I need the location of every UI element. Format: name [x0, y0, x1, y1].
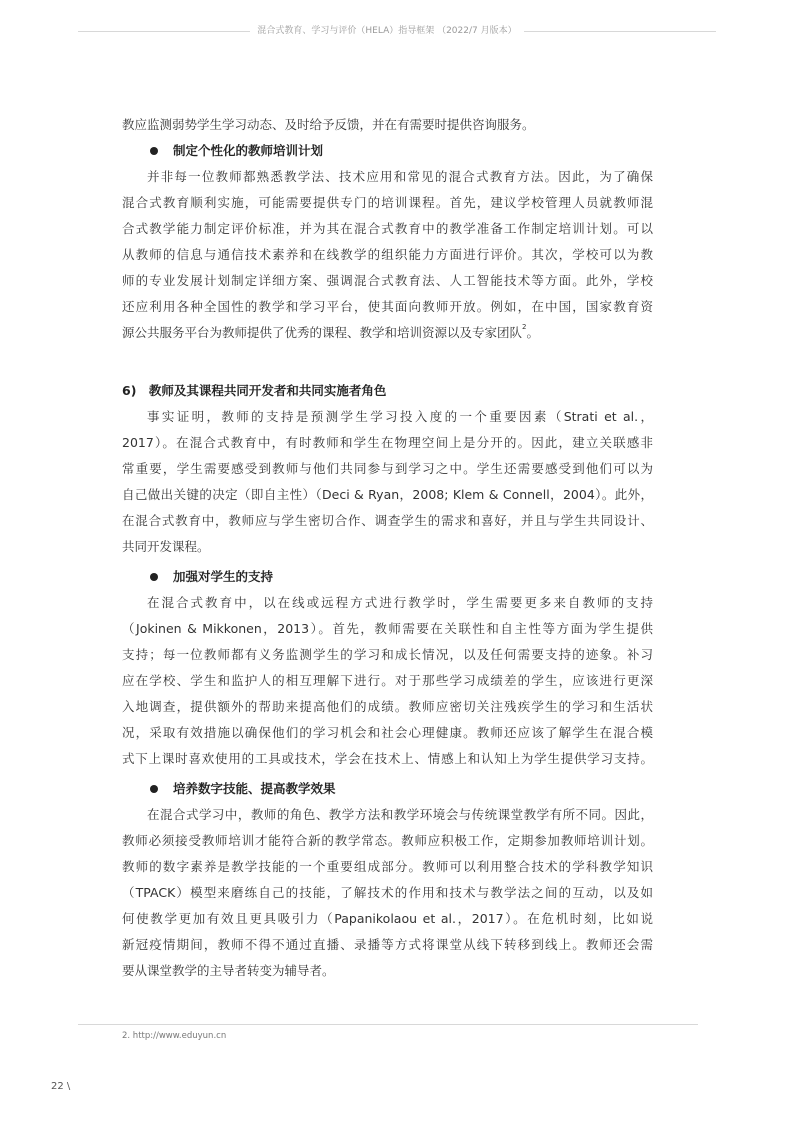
intro-paragraph: 教应监测弱势学生学习动态、及时给予反馈，并在有需要时提供咨询服务。 [122, 117, 535, 132]
text-line: 支持；每一位教师都有义务监测学生的学习和成长情况，以及任何需要支持的迹象。补习 [122, 647, 653, 662]
text-line: 师的专业发展计划制定详细方案、强调混合式教育法、人工智能技术等方面。此外，学校 [122, 273, 653, 288]
text-line-content: 源公共服务平台为教师提供了优秀的课程、教学和培训资源以及专家团队 [122, 325, 523, 340]
page-number: 22 \ [51, 1081, 71, 1092]
bullet-heading-digital-skills [150, 778, 336, 799]
text-line-end: 。 [526, 325, 539, 340]
text-line: 教师必须接受教师培训才能符合新的教学常态。教师应积极工作，定期参加教师培训计划。 [122, 833, 653, 848]
text-line: 常重要，学生需要感受到教师与他们共同参与到学习之中。学生还需要感受到他们可以为 [122, 461, 653, 476]
text-line: 从教师的信息与通信技术素养和在线教学的组织能力方面进行评价。其次，学校可以为教 [122, 247, 653, 262]
text-line: 在混合式学习中，教师的角色、教学方法和教学环境会与传统课堂教学有所不同。因此， [147, 807, 653, 822]
text-line: （Jokinen & Mikkonen，2013）。首先，教师需要在关联性和自主性等方面为学生提供 [122, 621, 653, 636]
text-line: 自己做出关键的决定（即自主性）（Deci & Ryan，2008; Klem & Connell，2004）。此外， [122, 487, 653, 502]
text-line: 在混合式教育中，以在线或远程方式进行教学时，学生需要更多来自教师的支持 [147, 595, 653, 610]
text-line: 新冠疫情期间，教师不得不通过直播、录播等方式将课堂从线下转移到线上。教师还会需 [122, 937, 653, 952]
text-line: 在混合式教育中，教师应与学生密切合作、调查学生的需求和喜好，并且与学生共同设计、 [122, 513, 653, 528]
text-line: 入地调查，提供额外的帮助来提高他们的成绩。教师应密切关注残疾学生的学习和生活状 [122, 699, 653, 714]
section-heading-6: 6) 教师及其课程共同开发者和共同实施者角色 [122, 383, 387, 398]
text-line: 混合式教育顺利实施，可能需要提供专门的培训课程。首先，建议学校管理人员就教师混 [122, 195, 653, 210]
footnote-rule [78, 1024, 698, 1025]
footnote: 2. http://www.eduyun.cn [122, 1031, 227, 1041]
text-line: 合式教学能力制定评价标准，并为其在混合式教育中的教学准备工作制定培训计划。可以 [122, 221, 653, 236]
header-rule-right [524, 31, 716, 32]
bullet-dot-icon [150, 785, 158, 793]
text-line [122, 322, 653, 343]
bullet-title: 加强对学生的支持 [173, 569, 274, 584]
text-line: 式下上课时喜欢使用的工具或技术，学会在技术上、情感上和认知上为学生提供学习支持。 [122, 751, 653, 766]
footnote-ref[interactable]: 2 [522, 323, 527, 331]
running-header: 混合式教育、学习与评价（HELA）指导框架 （2022/7 月版本） [257, 26, 517, 36]
text-line: 并非每一位教师都熟悉教学法、技术应用和常见的混合式教育方法。因此，为了确保 [147, 169, 653, 184]
text-line: 况，采取有效措施以确保他们的学习机会和社会心理健康。教师还应该了解学生在混合模 [122, 725, 653, 740]
text-line: 要从课堂教学的主导者转变为辅导者。 [122, 963, 335, 978]
bullet-title: 制定个性化的教师培训计划 [173, 143, 324, 158]
text-line: 事实证明，教师的支持是预测学生学习投入度的一个重要因素（Strati et al.， [147, 409, 653, 424]
text-line: 共同开发课程。 [122, 539, 210, 554]
text-line: 教师的数字素养是教学技能的一个重要组成部分。教师可以利用整合技术的学科教学知识 [122, 859, 653, 874]
text-line: （TPACK）模型来磨练自己的技能，了解技术的作用和技术与教学法之间的互动，以及如 [122, 885, 653, 900]
bullet-dot-icon [150, 147, 158, 155]
header-rule-left [78, 31, 250, 32]
bullet-dot-icon [150, 573, 158, 581]
bullet-heading-teacher-training [150, 140, 323, 161]
text-line: 还应利用各种全国性的教学和学习平台，使其面向教师开放。例如，在中国，国家教育资 [122, 299, 653, 314]
text-line: 应在学校、学生和监护人的相互理解下进行。对于那些学习成绩差的学生，应该进行更深 [122, 673, 653, 688]
text-line: 何使教学更加有效且更具吸引力（Papanikolaou et al.，2017）。在危机时刻，比如说 [122, 911, 653, 926]
bullet-heading-student-support [150, 566, 273, 587]
bullet-title: 培养数字技能、提高教学效果 [173, 781, 336, 796]
text-line: 2017）。在混合式教育中，有时教师和学生在物理空间上是分开的。因此，建立关联感非 [122, 435, 653, 450]
